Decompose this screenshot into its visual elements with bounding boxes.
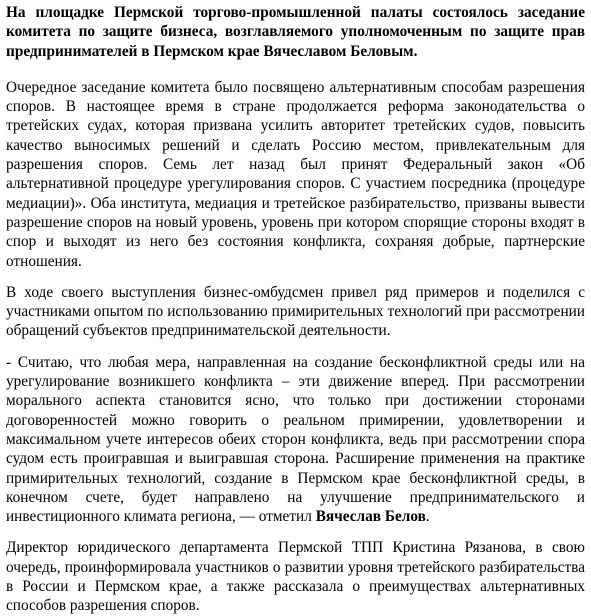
article-quote (6, 353, 585, 527)
quote-text: - Считаю, что любая мера, направленная на создание бесконфликтной среды или на урегулирование возникшего конфликта – эти движение вперед. При рассмотрении морального аспекта становится ясно, что только при достижении сторонами договоренностей можно говорить о реальном примирении, удовлетворении и максимальном учете интересов обеих сторон конфликта, ведь при рассмотрении спора судом есть проигравшая и выигравшая сторона. Расширение применения на практике примирительных технологий, создание в Пермском крае бесконфликтной среды, в конечном счете, будет направлено на улучшение предпринимательского и инвестиционного климата региона, — отметил (6, 353, 585, 526)
article-paragraph: Очередное заседание комитета было посвящено альтернативным способам разрешения споров. В настоящее время в стране продолжается реформа законодательства о третейских судах, которая призвана усилить авторитет третейских судов, повысить качество выносимых решений и сделать Россию местом, привлекательным для разрешения споров. Семь лет назад был принят Федеральный закон «Об альтернативной процедуре урегулирования споров. С участием посредника (процедуре медиации)». Оба института, медиация и третейское разбирательство, призваны вывести разрешение споров на новый уровень, уровень при котором спорящие стороны входят в спор и выходят из него без состояния конфликта, сохраняя добрые, партнерские отношения. (6, 78, 585, 270)
article-paragraph: В ходе своего выступления бизнес-омбудсмен привел ряд примеров и поделился с участниками опытом по использованию примирительных технологий при рассмотрении обращений субъектов предпринимательской деятельности. (6, 283, 585, 340)
article-lead: На площадке Пермской торгово-промышленной палаты состоялось заседание комитета по защите бизнеса, возглавляемого уполномоченным по защите прав предпринимателей в Пермском крае Вячеславом Беловым. (6, 4, 585, 60)
quote-end: . (425, 508, 430, 526)
quote-speaker: Вячеслав Белов (315, 508, 426, 526)
article-paragraph: Директор юридического департамента Пермской ТПП Кристина Рязанова, в свою очередь, проинформировала участников о развитии уровня третейского разбирательства в России и Пермском крае, а также рассказала о преимуществах альтернативных способов разрешения споров. (6, 539, 585, 615)
